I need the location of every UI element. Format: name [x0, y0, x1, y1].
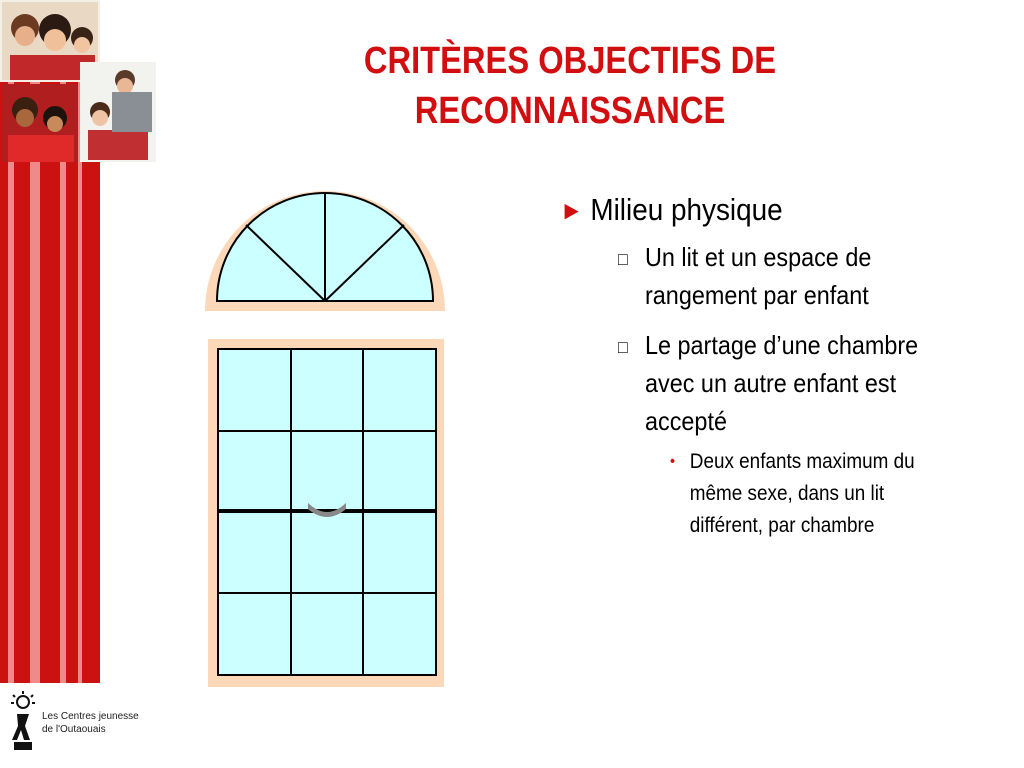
bullet-level1: [560, 190, 938, 230]
sub-list-item-text: Deux enfants maximum du même sexe, dans un lit différent, par chambre: [689, 450, 915, 537]
square-bullet-icon: □: [618, 337, 628, 357]
list-item-text: Un lit et un espace de rangement par enfant: [645, 242, 872, 310]
bullet-list: [560, 190, 980, 542]
square-bullet-icon: □: [618, 249, 628, 269]
list-item: [618, 326, 924, 440]
dot-bullet-icon: •: [670, 453, 676, 470]
window-icon: [200, 175, 450, 690]
slide-title-line1: CRITÈRES OBJECTIFS DE: [363, 40, 777, 82]
slide-title: [217, 36, 922, 136]
brand-logo-line1: Les Centres jeunesse: [42, 711, 139, 722]
family-photo-collage: [0, 0, 160, 165]
sun-figure-logo-icon: [8, 690, 38, 752]
brand-logo-text: [42, 710, 139, 736]
triangle-bullet-icon: ►: [560, 195, 584, 225]
brand-logo-line2: de l'Outaouais: [42, 724, 106, 735]
brand-logo: [8, 690, 188, 760]
list-item-text: Le partage d’une chambre avec un autre enfant est accepté: [645, 330, 919, 436]
slide-title-line2: RECONNAISSANCE: [414, 90, 726, 132]
sub-list-item: [670, 446, 940, 542]
bullet-level1-text: Milieu physique: [590, 192, 783, 227]
list-item: [618, 238, 924, 314]
